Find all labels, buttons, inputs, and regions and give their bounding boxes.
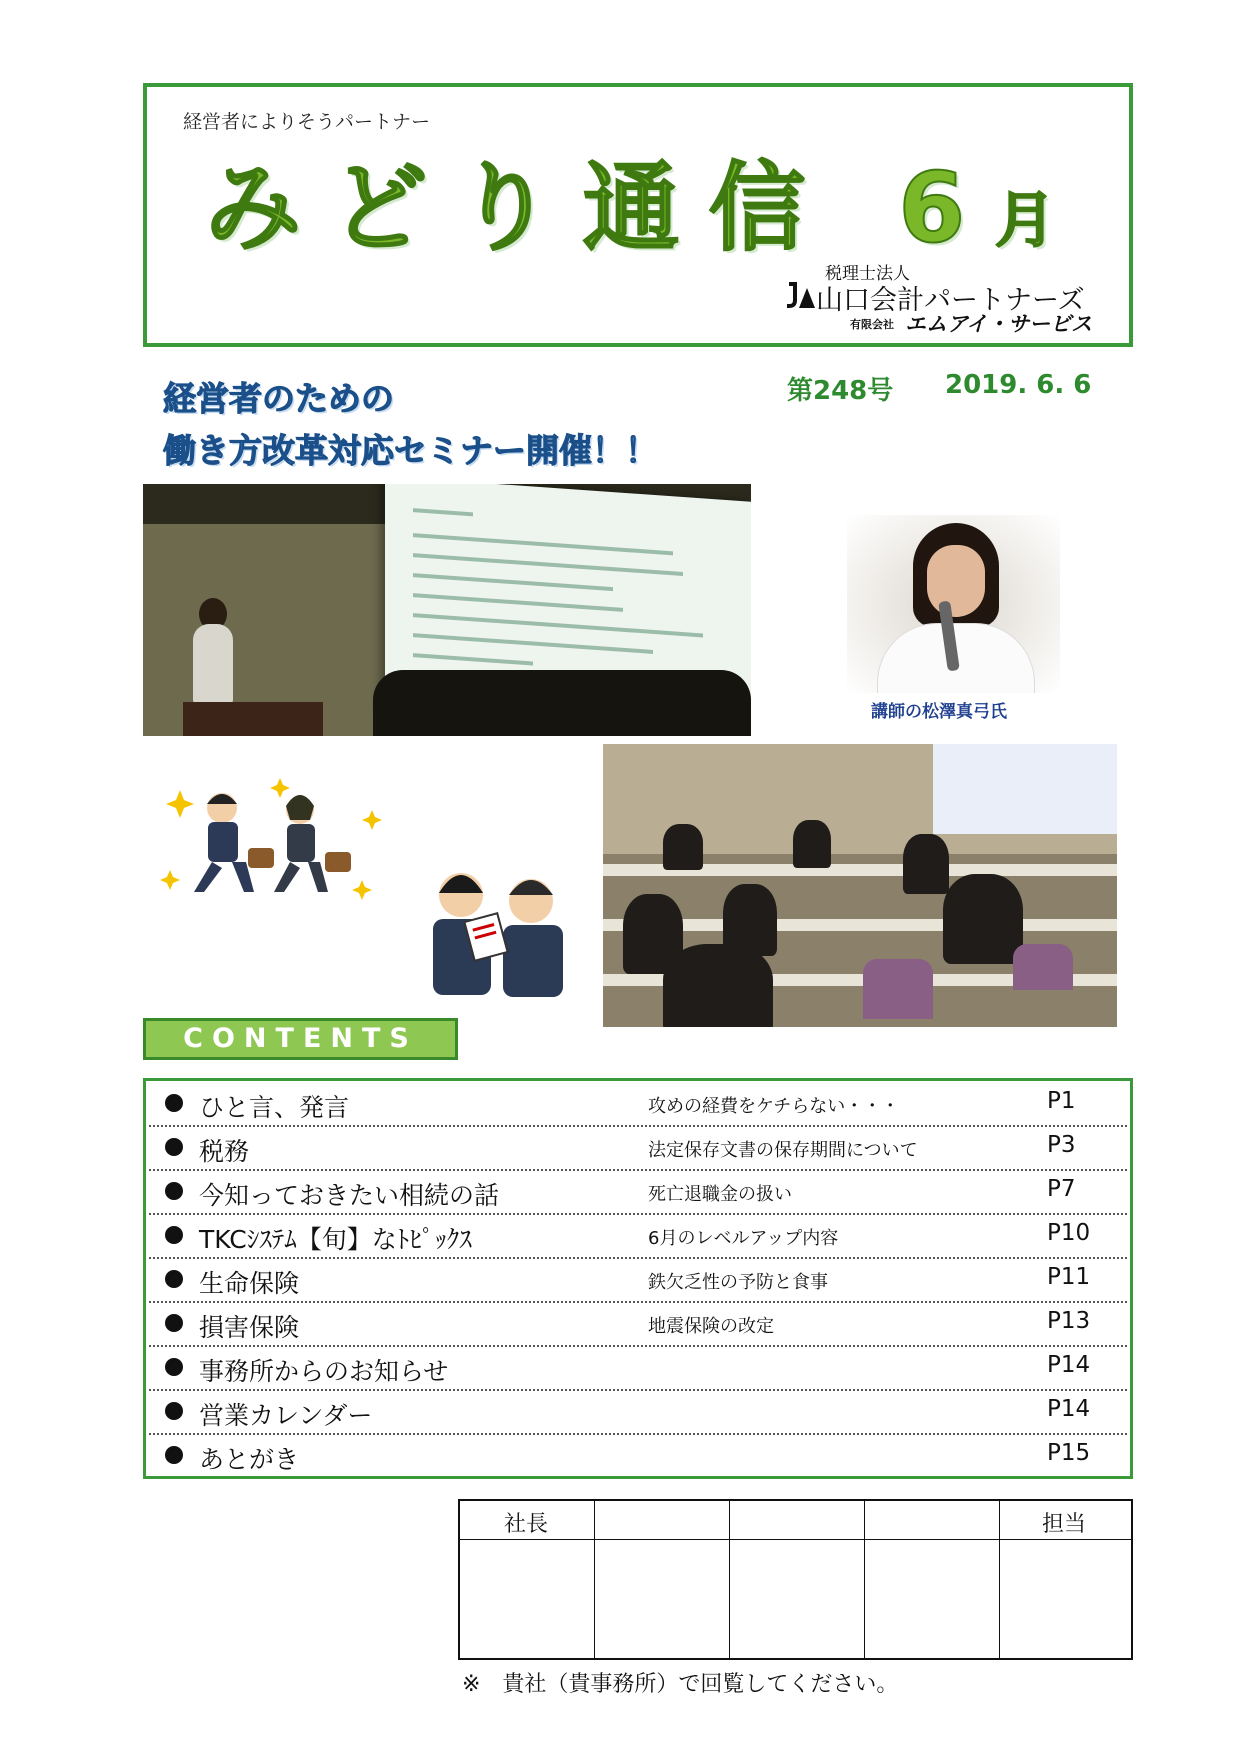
president-label: 社長: [504, 1512, 549, 1537]
bullet-icon: [165, 1138, 183, 1156]
running-business-people-icon: [150, 770, 390, 910]
toc-page: P13: [1047, 1308, 1091, 1334]
toc-page: P15: [1047, 1440, 1091, 1466]
toc-subtitle: 6月のレベルアップ内容: [648, 1228, 839, 1249]
toc-title: あとがき: [199, 1445, 300, 1474]
issue-number: 第248号: [787, 376, 894, 406]
headline-line-2: 働き方改革対応セミナー開催！！: [163, 431, 658, 470]
toc-row[interactable]: [149, 1169, 1127, 1215]
paid-leave-handover-icon: [425, 865, 575, 1005]
table-of-contents: [143, 1078, 1133, 1479]
contents-label: CONTENTS: [143, 1018, 458, 1060]
circulation-note: ※ 貴社（貴事務所）で回覧してください。: [462, 1672, 899, 1697]
tagline: 経営者によりそうパートナー: [183, 111, 431, 133]
toc-subtitle: 法定保存文書の保存期間について: [648, 1140, 918, 1161]
bullet-icon: [165, 1446, 183, 1464]
toc-title: 生命保険: [199, 1269, 300, 1298]
bullet-icon: [165, 1270, 183, 1288]
toc-page: P11: [1047, 1264, 1091, 1290]
toc-page: P1: [1047, 1088, 1076, 1114]
issue-date: 2019. 6. 6: [945, 370, 1092, 400]
toc-row[interactable]: [149, 1433, 1127, 1477]
title-month-number: 6: [898, 152, 996, 264]
toc-row[interactable]: [149, 1125, 1127, 1171]
toc-title: 事務所からのお知らせ: [199, 1357, 449, 1386]
bullet-icon: [165, 1182, 183, 1200]
headline-line-1: 経営者のための: [163, 379, 394, 418]
toc-title: ひと言、発言: [199, 1093, 350, 1122]
title-month-char: 月: [995, 186, 1056, 256]
toc-title: 営業カレンダー: [199, 1401, 373, 1430]
bullet-icon: [165, 1226, 183, 1244]
toc-page: P3: [1047, 1132, 1076, 1158]
subsidiary-name: エムアイ・サービス: [905, 312, 1093, 336]
toc-row[interactable]: [149, 1081, 1127, 1127]
title-text: みどり通信: [205, 152, 835, 264]
toc-page: P14: [1047, 1396, 1091, 1422]
toc-page: P7: [1047, 1176, 1076, 1202]
firm-logo-icon: [785, 280, 815, 310]
toc-title: TKCｼｽﾃﾑ【旬】なﾄﾋﾟｯｸｽ: [199, 1225, 472, 1254]
toc-row[interactable]: [149, 1301, 1127, 1347]
seminar-projector-photo: [143, 484, 751, 736]
seminar-audience-photo: [603, 744, 1117, 1027]
bullet-icon: [165, 1358, 183, 1376]
toc-page: P14: [1047, 1352, 1091, 1378]
toc-row[interactable]: [149, 1257, 1127, 1303]
toc-title: 損害保険: [199, 1313, 300, 1342]
toc-subtitle: 鉄欠乏性の予防と食事: [648, 1272, 828, 1293]
approval-stamp-table: [458, 1499, 1133, 1660]
toc-page: P10: [1047, 1220, 1091, 1246]
bullet-icon: [165, 1314, 183, 1332]
stamp-cell[interactable]: [729, 1501, 865, 1658]
toc-title: 今知っておきたい相続の話: [199, 1181, 500, 1210]
toc-row[interactable]: [149, 1345, 1127, 1391]
stamp-cell[interactable]: [594, 1501, 730, 1658]
toc-title: 税務: [199, 1137, 250, 1166]
bullet-icon: [165, 1402, 183, 1420]
toc-row[interactable]: [149, 1213, 1127, 1259]
firm-name: 山口会計パートナーズ: [816, 285, 1085, 316]
firm-type: 税理士法人: [825, 264, 910, 284]
toc-subtitle: 攻めの経費をケチらない・・・: [648, 1096, 900, 1117]
in-charge-label: 担当: [1042, 1512, 1087, 1537]
lecturer-caption: 講師の松澤真弓氏: [871, 702, 1007, 722]
bullet-icon: [165, 1094, 183, 1112]
toc-row[interactable]: [149, 1389, 1127, 1435]
subsidiary-prefix: 有限会社: [850, 318, 894, 331]
newsletter-title: [205, 132, 1055, 269]
stamp-cell[interactable]: [864, 1501, 1000, 1658]
toc-subtitle: 死亡退職金の扱い: [648, 1184, 792, 1205]
toc-subtitle: 地震保険の改定: [648, 1316, 774, 1337]
lecturer-portrait-photo: [847, 515, 1060, 693]
